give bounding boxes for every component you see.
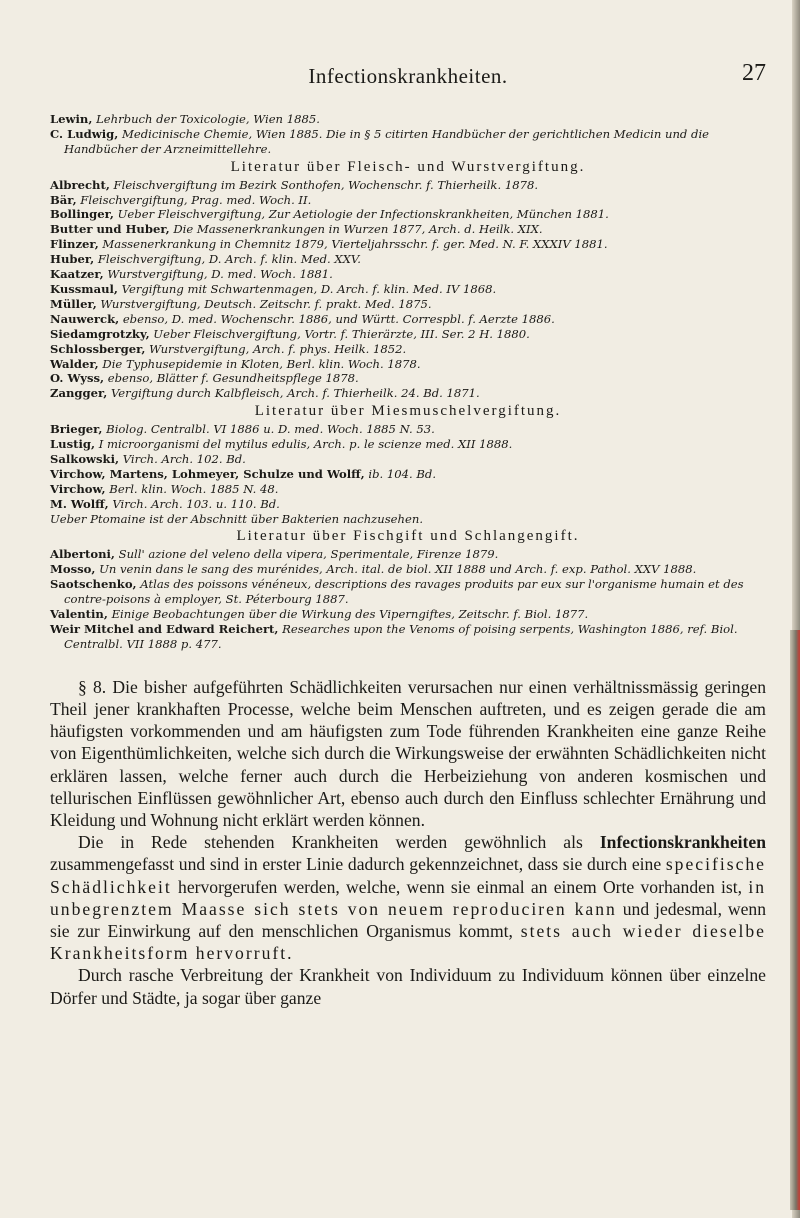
reference-text: Die Massenerkrankungen in Wurzen 1877, Arch. d. Heilk. XIX. (169, 222, 543, 237)
reference-author: Mosso, (50, 562, 96, 577)
reference-entry (50, 386, 766, 401)
reference-text: ebenso, Blätter f. Gesundheitspflege 1878. (104, 371, 359, 386)
reference-text: Wurstvergiftung, D. med. Woch. 1881. (103, 267, 333, 282)
reference-author: Virchow, Martens, Lohmeyer, Schulze und Wolff, (50, 466, 365, 481)
reference-entry (50, 178, 766, 193)
reference-author: Brieger, (50, 422, 103, 437)
section-heading-fischgift: Literatur über Fischgift und Schlangengift. (236, 528, 580, 545)
page-number: 27 (742, 60, 766, 86)
reference-entry (50, 297, 766, 312)
reference-author: Lustig, (50, 437, 96, 452)
reference-author: Flinzer, (50, 237, 99, 252)
paragraph-verbreitung: Durch rasche Verbreitung der Krankheit von Individuum zu Individuum können über einzelne Dörfer und Städte, ja sogar über ganze (50, 965, 766, 1008)
reference-text: Wurstvergiftung, Arch. f. phys. Heilk. 1852. (145, 341, 407, 356)
reference-text: Fleischvergiftung, D. Arch. f. klin. Med. XXV. (94, 252, 361, 267)
book-spine-edge (790, 630, 800, 1210)
emphasis-specifische: specifische Schädlichkeit (50, 854, 766, 897)
reference-entry (50, 497, 766, 512)
reference-entry (50, 282, 766, 297)
reference-text: Einige Beobachtungen über die Wirkung des Viperngiftes, Zeitschr. f. Biol. 1877. (107, 607, 589, 621)
reference-text: Ueber Ptomaine ist der Abschnitt über Bakterien nachzusehen. (50, 511, 424, 526)
reference-entry (50, 512, 766, 527)
reference-author: O. Wyss, (50, 371, 105, 386)
page-header (50, 20, 766, 112)
reference-author: Saotschenko, (50, 577, 137, 592)
reference-text: Medicinische Chemie, Wien 1885. Die in § 5 citirten Handbücher der gerichtlichen Medicin und die Handbücher der Arzneimittellehre. (64, 126, 710, 156)
reference-entry (50, 222, 766, 237)
reference-author: Huber, (50, 252, 95, 267)
reference-text: Researches upon the Venoms of poising serpents, Washington 1886, ref. Biol. Centralbl. VII 1888 p. 477. (64, 621, 738, 651)
text-run: und jedesmal, wenn sie zur Einwirkung auf den menschlichen Organismus kommt, (50, 898, 767, 941)
text-run: Die in Rede stehenden Krankheiten werden gewöhnlich als (78, 832, 600, 853)
term-infectionskrankheiten: Infectionskrankheiten (599, 832, 766, 853)
reference-entry (50, 342, 766, 357)
reference-author: Butter und Huber, (50, 222, 170, 237)
reference-text: Die Typhusepidemie in Kloten, Berl. klin. Woch. 1878. (98, 356, 421, 371)
reference-text: Wurstvergiftung, Deutsch. Zeitschr. f. prakt. Med. 1875. (96, 296, 432, 311)
reference-entry (50, 562, 766, 577)
reference-text: Berl. klin. Woch. 1885 N. 48. (105, 481, 279, 496)
reference-text: Un venin dans le sang des murénides, Arch. ital. de biol. XII 1888 und Arch. f. exp. Pathol. XXV 1888. (95, 562, 697, 577)
reference-entry (50, 437, 766, 452)
reference-entry (50, 467, 766, 482)
text-run: hervorgerufen werden, welche, wenn sie einmal an einem Orte vorhanden ist, (171, 876, 749, 897)
reference-text: I microorganismi del mytilus edulis, Arch. p. le scienze med. XII 1888. (95, 437, 513, 452)
reference-author: M. Wolff, (50, 496, 109, 511)
references-fleisch (50, 178, 766, 402)
reference-entry (50, 237, 766, 252)
reference-entry (50, 482, 766, 497)
reference-author: Virchow, (50, 481, 106, 496)
emphasis-unbegrenzt: in unbegrenztem Maasse sich stets von neuem reproduciren kann (50, 876, 766, 919)
reference-entry (50, 547, 766, 562)
section-heading-miesmuschel: Literatur über Miesmuschelvergiftung. (254, 403, 562, 420)
reference-entry (50, 207, 766, 222)
reference-author: Salkowski, (50, 451, 120, 466)
reference-entry (50, 371, 766, 386)
reference-text: Virch. Arch. 103. u. 110. Bd. (108, 496, 280, 511)
reference-text: Fleischvergiftung, Prag. med. Woch. II. (76, 192, 312, 207)
reference-entry (50, 252, 766, 267)
reference-author: Walder, (50, 356, 99, 371)
reference-text: Lehrbuch der Toxicologie, Wien 1885. (92, 112, 320, 126)
reference-text: ebenso, D. med. Wochenschr. 1886, und Württ. Correspbl. f. Aerzte 1886. (119, 311, 555, 326)
reference-entry (50, 312, 766, 327)
references (50, 112, 766, 652)
reference-text: Biolog. Centralbl. VI 1886 u. D. med. Woch. 1885 N. 53. (102, 422, 435, 437)
reference-entry (50, 327, 766, 342)
reference-entry (50, 452, 766, 467)
reference-author: Zangger, (50, 386, 108, 401)
reference-text: ib. 104. Bd. (364, 466, 437, 481)
text-run: zusammengefasst und sind in erster Linie dadurch gekennzeichnet, dass sie durch eine (50, 854, 666, 875)
reference-author: Schlossberger, (50, 341, 146, 356)
reference-author: Bär, (50, 192, 77, 207)
reference-entry (50, 193, 766, 208)
paragraph-infection (50, 831, 766, 964)
reference-text: Ueber Fleischvergiftung, Zur Aetiologie der Infectionskrankheiten, München 1881. (113, 207, 609, 222)
reference-entry (50, 112, 766, 127)
reference-entry (50, 607, 766, 622)
reference-entry (50, 357, 766, 372)
reference-entry (50, 622, 766, 652)
page (50, 20, 766, 1009)
reference-author: Albrecht, (50, 177, 110, 192)
reference-text: Fleischvergiftung im Bezirk Sonthofen, Wochenschr. f. Thierheilk. 1878. (109, 177, 539, 192)
reference-entry (50, 422, 766, 437)
reference-entry (50, 577, 766, 607)
reference-author: Valentin, (50, 607, 108, 621)
reference-author: Bollinger, (50, 207, 114, 222)
reference-author: Albertoni, (50, 547, 115, 562)
references-fischgift (50, 547, 766, 651)
reference-entry (50, 127, 766, 157)
reference-author: Kaatzer, (50, 267, 104, 282)
reference-text: Massenerkrankung in Chemnitz 1879, Vierteljahrsschr. f. ger. Med. N. F. XXXIV 1881. (98, 237, 608, 252)
reference-text: Vergiftung durch Kalbfleisch, Arch. f. Thierheilk. 24. Bd. 1871. (107, 386, 480, 401)
reference-author: C. Ludwig, (50, 126, 119, 141)
reference-author: Weir Mitchel and Edward Reichert, (50, 621, 279, 636)
section-heading-fleisch: Literatur über Fleisch- und Wurstvergiftung. (230, 158, 586, 175)
reference-text: Virch. Arch. 102. Bd. (119, 451, 246, 466)
paragraph-8: § 8. Die bisher aufgeführten Schädlichkeiten verursachen nur einen verhältnissmässig geringen Theil jener krankhaften Processe, welche beim Menschen auftreten, und es zeigen gerade die am häufigsten vorkommenden und am häufigsten zum Tode führenden Krankheiten eine ganze Reihe von Eigenthümlichkeiten, welche sich durch die Wirkungsweise der erwähnten Schädlichkeiten nicht erklären lassen, welche ferner auch durch die Herbeiziehung von anderen kosmischen und tellurischen Einflüssen gewöhnlicher Art, ebenso auch durch den Einfluss schlechter Ernährung und Kleidung und Wohnung nicht erklärt werden können. (50, 676, 766, 830)
running-title: Infectionskrankheiten. (308, 64, 508, 88)
reference-author: Müller, (50, 296, 97, 311)
reference-author: Kussmaul, (50, 281, 118, 296)
reference-author: Siedamgrotzky, (50, 326, 150, 341)
reference-text: Ueber Fleischvergiftung, Vortr. f. Thierärzte, III. Ser. 2 H. 1880. (149, 326, 530, 341)
references-miesmuschel (50, 422, 766, 526)
reference-author: Lewin, (50, 112, 93, 126)
reference-text: Atlas des poissons vénéneux, descriptions des ravages produits par eux sur l'organisme humain et des contre-poisons à employer, St. Péterbourg 1887. (64, 577, 744, 607)
reference-author: Nauwerck, (50, 311, 120, 326)
reference-entry (50, 267, 766, 282)
references-top (50, 112, 766, 157)
reference-text: Sull' azione del veleno della vipera, Sperimentale, Firenze 1879. (114, 547, 499, 562)
body-text (50, 676, 766, 1009)
reference-text: Vergiftung mit Schwartenmagen, D. Arch. f. klin. Med. IV 1868. (117, 281, 497, 296)
emphasis-dieselbe: stets auch wieder dieselbe Krankheitsform hervorruft. (50, 920, 766, 964)
